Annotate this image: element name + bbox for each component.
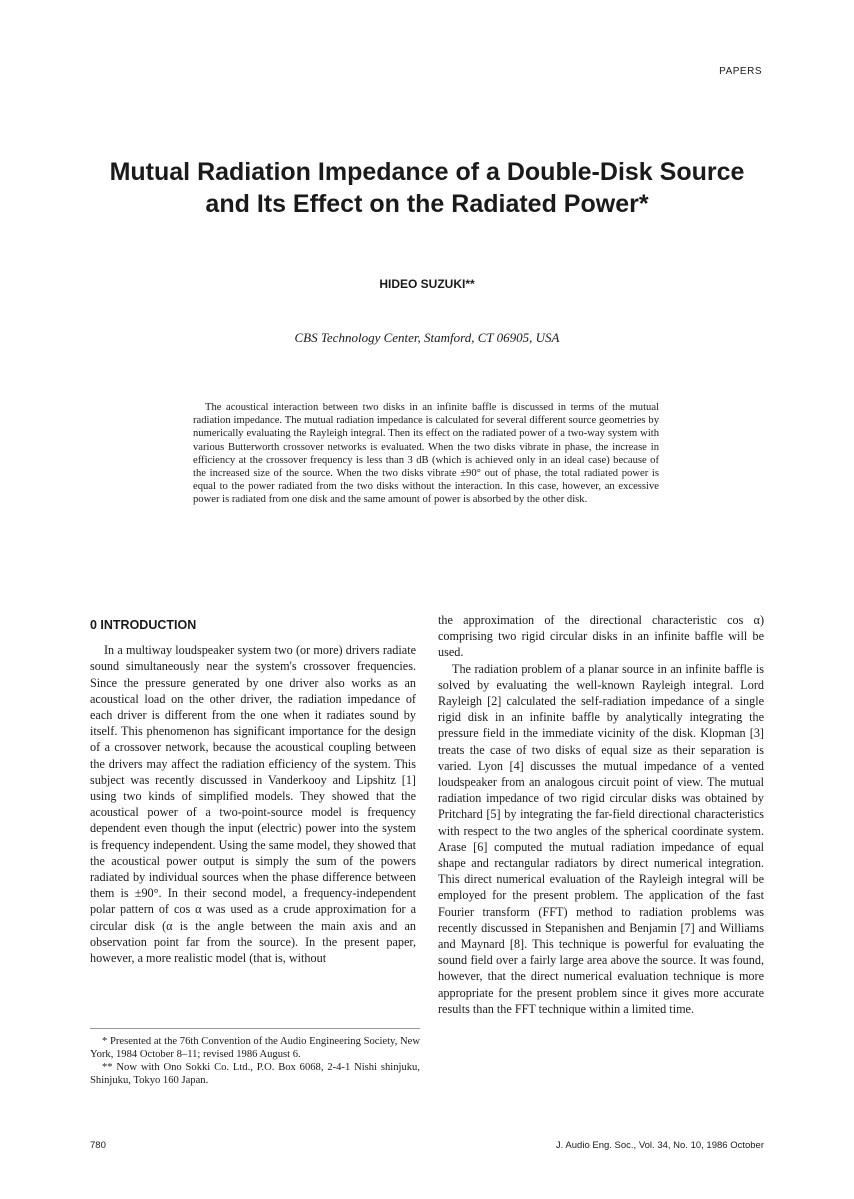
author-name: HIDEO SUZUKI**	[379, 277, 475, 291]
title-line-1: Mutual Radiation Impedance of a Double-Disk Source	[109, 158, 745, 186]
body-paragraph: the approximation of the directional characteristic cos α) comprising two rigid circular disks in an infinite baffle will be used.	[438, 613, 764, 660]
body-column-right	[438, 612, 764, 1017]
footnote-divider	[90, 1028, 420, 1029]
journal-citation: J. Audio Eng. Soc., Vol. 34, No. 10, 1986 October	[555, 1140, 764, 1151]
page-number: 780	[90, 1140, 106, 1151]
footnote: * Presented at the 76th Convention of the Audio Engineering Society, New York, 1984 October 8–11; revised 1986 August 6.	[90, 1036, 420, 1060]
paper-title	[60, 156, 794, 220]
section-label: PAPERS	[719, 66, 762, 77]
footnote: ** Now with Ono Sokki Co. Ltd., P.O. Box 6068, 2-4-1 Nishi shinjuku, Shinjuku, Tokyo 160 Japan.	[90, 1062, 420, 1086]
body-paragraph: The radiation problem of a planar source in an infinite baffle is solved by evaluating the well-known Rayleigh integral. Lord Rayleigh [2] calculated the self-radiation impedance of a single rigid disk in an infinite baffle by analytically integrating the pressure field in the immediate vicinity of the disk. Klopman [3] treats the case of two disks of equal size as their separation is varied. Lyon [4] discusses the mutual impedance of a vented loudspeaker from an analogous circuit point of view. The mutual radiation impedance of two rigid circular disks was obtained by Pritchard [5] by integrating the far-field directional characteristics with respect to the two angles of the spherical coordinate system. Arase [6] computed the mutual radiation impedance of equal shape and rectangular radiators by direct numerical integration. This direct numerical evaluation of the Rayleigh integral will be employed for the present problem. The application of the fast Fourier transform (FFT) method to radiation problems was recently discussed in Stepanishen and Benjamin [7] and Williams and Maynard [8]. This technique is powerful for evaluating the sound field over a fairly large area above the source. It was found, however, that the direct numerical evaluation technique is more appropriate for the present problem since it gives more accurate results than the FFT technique within a limited time.	[438, 661, 764, 1016]
abstract: The acoustical interaction between two disks in an infinite baffle is discussed in terms of the mutual radiation impedance. The mutual radiation impedance is calculated for several different source geometries by numerically evaluating the Rayleigh integral. Then its effect on the radiated power of a two-way system with various Butterworth crossover networks is evaluated. When the two disks vibrate in phase, the increase in efficiency at the crossover frequency is less than 3 dB (which is achieved only in an ideal case) because of the increased size of the source. When the two disks vibrate ±90° out of phase, the total radiated power is equal to the power radiated from the two disks without the interaction. In this case, however, an excessive power is radiated from one disk and the same amount of power is absorbed by the other disk.	[193, 402, 659, 506]
footnotes	[90, 1035, 420, 1087]
title-line-2: and Its Effect on the Radiated Power*	[205, 190, 649, 218]
author-affiliation: CBS Technology Center, Stamford, CT 06905, USA	[294, 330, 560, 345]
section-heading: 0 INTRODUCTION	[90, 618, 197, 632]
body-column-left	[90, 615, 416, 966]
body-paragraph: In a multiway loudspeaker system two (or more) drivers radiate sound simultaneously near the system's crossover frequencies. Since the pressure generated by one driver also works as an acoustical load on the other driver, the radiation impedance of each driver is different from the one when it radiates sound by itself. This phenomenon has significant importance for the design of a crossover network, because the acoustical coupling between the drivers may affect the radiation efficiency of the system. This subject was recently discussed in Vanderkooy and Lipshitz [1] using two kinds of simplified models. They showed that the acoustical power of a two-point-source model is frequency dependent even though the input (electric) power into the system is frequency independent. Using the same model, they showed that the acoustical power output is simply the sum of the powers radiated by individual sources when the phase difference between them is ±90°. In their second model, a frequency-independent polar pattern of cos α was used as a crude approximation for a circular disk (α is the angle between the main axis and an observation point far from the source). In the present paper, however, a more realistic model (that is, without	[90, 643, 416, 966]
